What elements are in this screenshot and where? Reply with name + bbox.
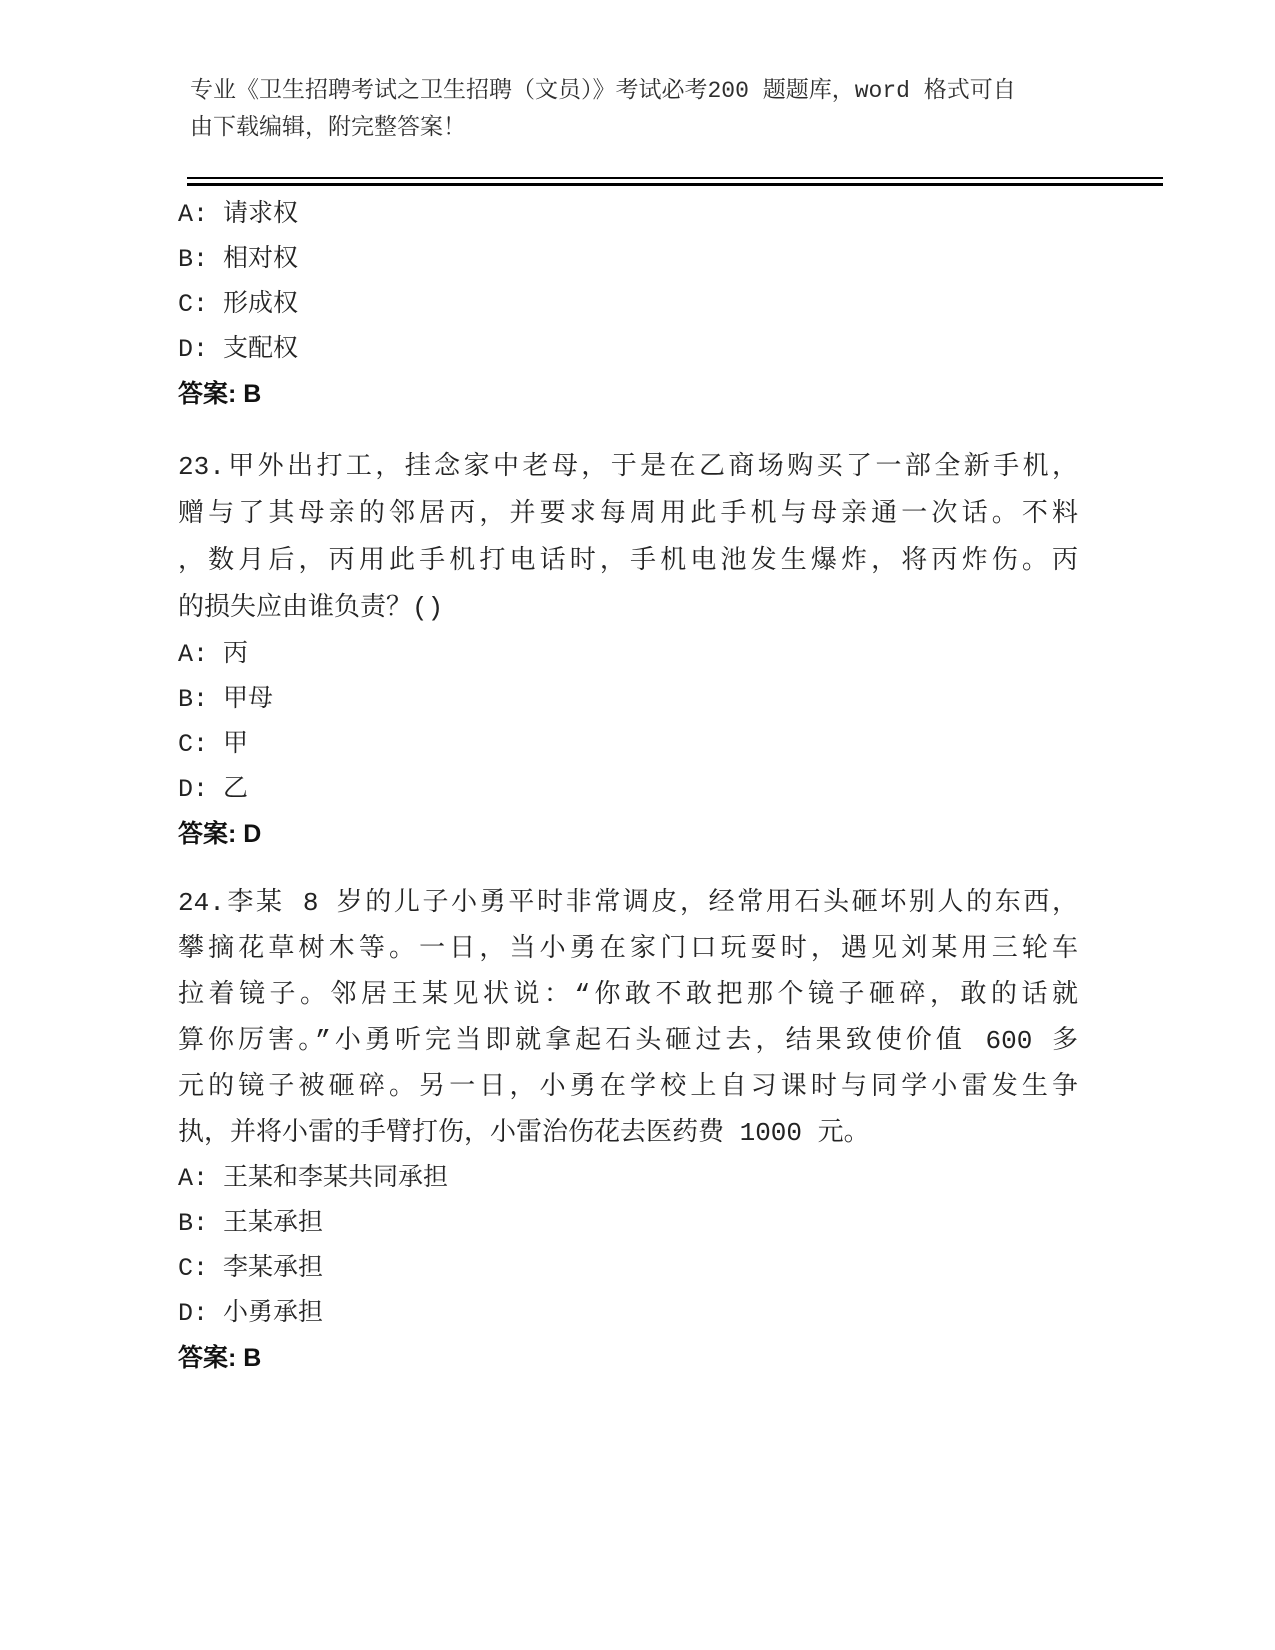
option-line-a: A: 丙 [178,640,249,669]
option-line-c: C: 李某承担 [178,1254,324,1283]
option-line-d: D: 支配权 [178,335,299,364]
answer-line: 答案: D [178,820,262,848]
answer-line: 答案: B [178,1344,262,1372]
question-stem-line: 的损失应由谁负责？() [178,593,444,623]
option-line-a: A: 请求权 [178,200,299,229]
question-24-block [178,880,1078,1381]
option-line-c: C: 形成权 [178,290,299,319]
question-22-options-block [178,192,1078,417]
question-stem-line: 攀摘花草树木等。一日，当小勇在家门口玩耍时，遇见刘某用三轮车 [178,934,1078,964]
option-line-a: A: 王某和李某共同承担 [178,1164,449,1193]
page-header [190,0,1070,147]
answer-line: 答案: B [178,380,262,408]
header-text-line-1: 专业《卫生招聘考试之卫生招聘（文员）》考试必考200 题题库，word 格式可自 [190,78,1016,104]
question-23-block [178,444,1078,857]
option-line-b: B: 甲母 [178,685,274,714]
option-line-c: C: 甲 [178,730,249,759]
option-line-d: D: 乙 [178,775,249,804]
header-divider [187,177,1163,186]
question-stem-line: 赠与了其母亲的邻居丙，并要求每周用此手机与母亲通一次话。不料 [178,499,1078,529]
option-line-d: D: 小勇承担 [178,1299,324,1328]
question-stem-line: 算你厉害。”小勇听完当即就拿起石头砸过去，结果致使价值 600 多 [178,1026,1078,1056]
question-stem-line: ，数月后，丙用此手机打电话时，手机电池发生爆炸，将丙炸伤。丙 [178,546,1078,576]
question-stem-line: 元的镜子被砸碎。另一日，小勇在学校上自习课时与同学小雷发生争 [178,1072,1078,1102]
header-text-line-2: 由下载编辑，附完整答案！ [190,115,466,141]
question-stem-line: 23.甲外出打工，挂念家中老母，于是在乙商场购买了一部全新手机， [178,452,1078,482]
option-line-b: B: 王某承担 [178,1209,324,1238]
document-body [178,192,1078,1381]
question-stem-line: 24.李某 8 岁的儿子小勇平时非常调皮，经常用石头砸坏别人的东西， [178,888,1078,918]
question-stem-line: 执，并将小雷的手臂打伤，小雷治伤花去医药费 1000 元。 [178,1118,870,1148]
option-line-b: B: 相对权 [178,245,299,274]
question-stem-line: 拉着镜子。邻居王某见状说：“你敢不敢把那个镜子砸碎，敢的话就 [178,980,1078,1010]
